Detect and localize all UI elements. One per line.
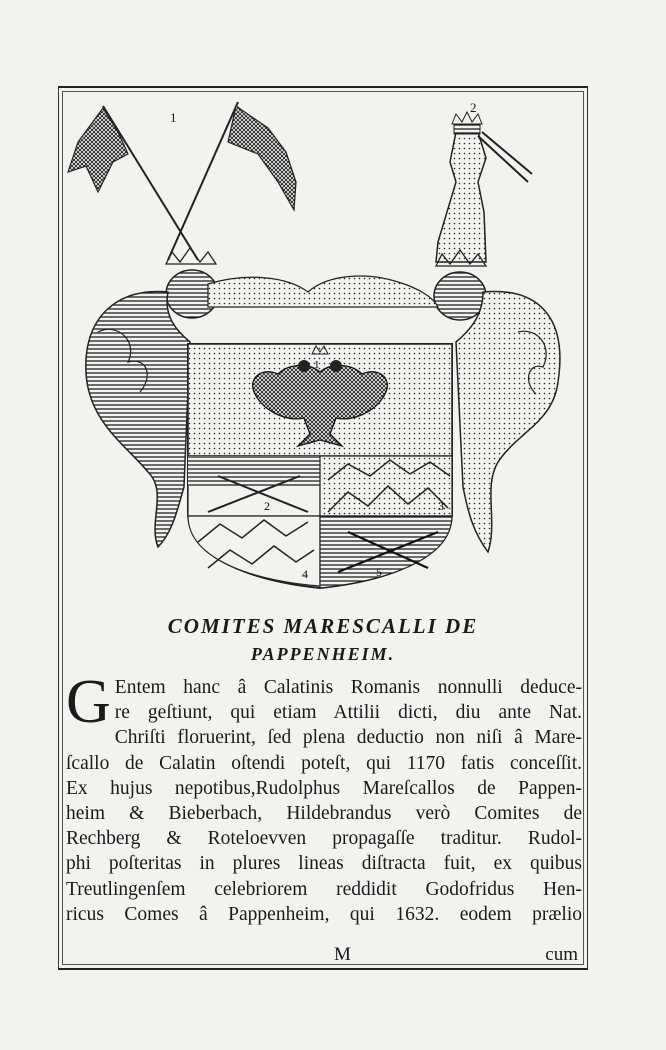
text-line: Ex hujus nepotibus,Rudolphus Mareſcallos de Pappen- bbox=[66, 777, 582, 799]
drop-cap: G bbox=[66, 668, 111, 736]
shield-number-1: 1 bbox=[314, 359, 320, 371]
text-line: ricus Comes â Pappenheim, qui 1632. eodem prælio bbox=[66, 903, 582, 925]
text-line: phi poſteritas in plures lineas diſtracta fuit, ex quibus bbox=[66, 853, 582, 875]
body-text bbox=[66, 668, 582, 927]
mantling-right bbox=[456, 291, 560, 552]
banner-left-2 bbox=[168, 102, 296, 260]
shield bbox=[188, 344, 452, 588]
page-title-line-1: COMITES MARESCALLI DE bbox=[167, 614, 479, 638]
coat-of-arms-engraving bbox=[58, 92, 588, 602]
signature-mark: M bbox=[334, 944, 351, 965]
shield-number-2: 2 bbox=[264, 499, 270, 513]
text-line: re geſtiunt, qui etiam Attilii dicti, diu ante Nat. bbox=[114, 702, 582, 724]
text-line: ſcallo de Calatin oſtendi poteſt, qui 1170 fatis conceſſit. bbox=[66, 752, 582, 774]
page-title-line-2: PAPPENHEIM. bbox=[250, 644, 396, 664]
text-line: Chriſti floruerint, ſed plena deductio non niſi â Mare- bbox=[114, 727, 582, 749]
plate-number-left: 1 bbox=[170, 110, 177, 125]
shield-number-5: 5 bbox=[376, 565, 382, 579]
mantling-left bbox=[86, 291, 190, 547]
catchword: cum bbox=[545, 944, 578, 965]
page-footer bbox=[66, 944, 582, 968]
shield-number-4: 4 bbox=[302, 567, 308, 581]
shield-number-3: 3 bbox=[438, 499, 444, 513]
crest-figure-right bbox=[436, 112, 532, 262]
text-line: Entem hanc â Calatinis Romanis nonnulli deduce- bbox=[114, 677, 582, 698]
plate-number-right: 2 bbox=[470, 100, 477, 115]
text-line: heim & Bieberbach, Hildebrandus verò Comites de bbox=[66, 803, 582, 825]
text-line: Rechberg & Roteloevven propagaſſe traditur. Rudol- bbox=[66, 828, 582, 850]
text-line: Treutlingenſem celebriorem reddidit Godofridus Hen- bbox=[66, 878, 582, 900]
